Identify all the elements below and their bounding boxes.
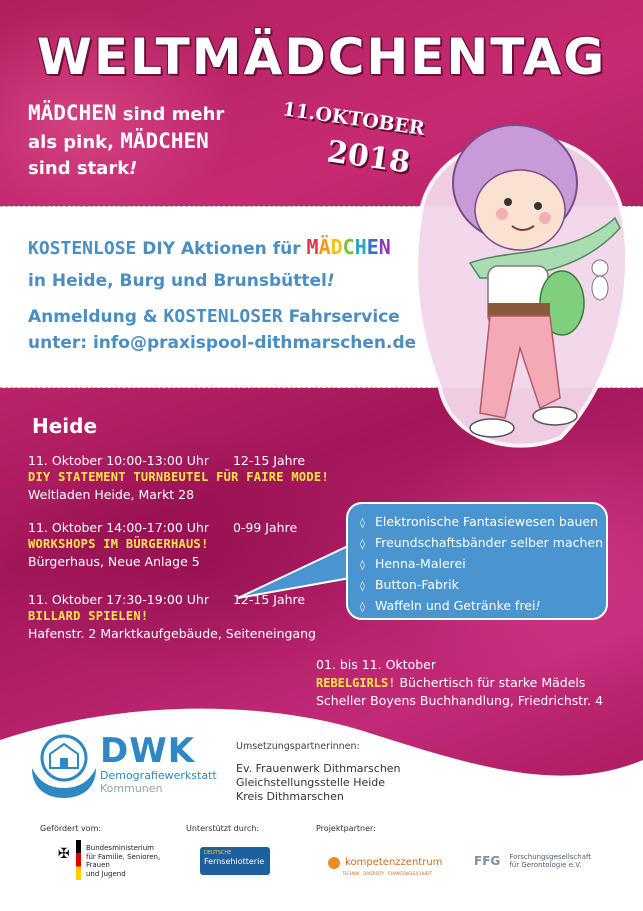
rainbow-word [306, 235, 391, 259]
rainbow-letter: E [366, 235, 379, 259]
speech-bubble-tail [238, 538, 358, 608]
band-text-2: in Heide, Burg und Brunsbüttel [28, 271, 327, 291]
event-date [281, 98, 426, 181]
implementation-partners [236, 740, 401, 804]
partner-item: Ev. Frauenwerk Dithmarschen [236, 762, 401, 775]
band-line-2 [28, 271, 335, 291]
band-line-1 [28, 235, 391, 259]
band-line-3 [28, 306, 400, 327]
band-keyword-free: KOSTENLOSE [28, 238, 137, 259]
dwk-line-1: Demografiewerkstatt [100, 769, 217, 782]
dwk-logo [100, 733, 217, 795]
band-text-1: DIY Aktionen für [136, 239, 307, 259]
activity-item: ◊ Waffeln und Getränke frei! [360, 598, 541, 613]
activity-item: ◊ Button-Fabrik [360, 577, 459, 592]
rebel-place: Scheller Boyens Buchhandlung, Friedrichstr. 4 [316, 693, 604, 708]
slogan-text-1: sind mehr [116, 104, 225, 125]
page-title: WELTMÄDCHENTAG [36, 28, 607, 86]
event-age: 0-99 Jahre [232, 520, 298, 535]
fernsehlotterie-logo: DEUTSCHE Fernsehlotterie [200, 847, 270, 875]
bmfsfj-logo: ✠ Bundesministerium für Familie, Senioren, Frauen und Jugend [56, 840, 176, 880]
diamond-bullet-icon: ◊ [360, 518, 365, 529]
diamond-bullet-icon: ◊ [360, 602, 365, 613]
slogan-highlight-2: MÄDCHEN [120, 129, 209, 153]
event-day: 11.OKTOBER [281, 98, 426, 140]
partner-item: Gleichstellungsstelle Heide [236, 776, 386, 789]
band-keyword-free-2: KOSTENLOSER [163, 306, 283, 327]
band-text-3-pre: Anmeldung & [28, 307, 164, 327]
slogan-exclaim: ! [129, 158, 138, 179]
event-place: Hafenstr. 2 Marktkaufgebäude, Seiteneingang [28, 626, 316, 641]
rainbow-letter: Ä [318, 235, 331, 259]
band-line-4 [28, 333, 416, 353]
slogan-text-2: als pink, [28, 132, 121, 153]
section-heading-heide: Heide [32, 414, 98, 438]
activity-item: ◊ Elektronische Fantasiewesen bauen [360, 514, 599, 529]
diamond-bullet-icon: ◊ [360, 539, 365, 550]
rainbow-letter: M [306, 235, 319, 259]
event-year: 2018 [324, 134, 413, 181]
partner-item: Kreis Dithmarschen [236, 790, 344, 803]
event-date: 11. Oktober 17:30-19:00 Uhr [28, 592, 209, 607]
project-partner-label: Projektpartner: [316, 824, 376, 833]
band-text-3-post: Fahrservice [282, 307, 400, 327]
rebel-desc: Büchertisch für starke Mädels [395, 675, 586, 690]
activities-list [360, 512, 604, 617]
event-name: DIY STATEMENT TURNBEUTEL FÜR FAIRE MODE! [28, 470, 329, 484]
german-flag-icon [76, 840, 81, 880]
funded-label: Gefördert vom: [40, 824, 102, 833]
dwk-line-2: Kommunen [100, 782, 163, 795]
event-name: BILLARD SPIELEN! [28, 609, 149, 623]
event-age: 12-15 Jahre [232, 453, 306, 468]
rainbow-letter: H [354, 235, 367, 259]
rainbow-letter: C [342, 235, 355, 259]
eagle-icon: ✠ [58, 846, 70, 862]
kompetenz-dot-icon [328, 857, 340, 869]
contact-email[interactable]: unter: info@praxispool-dithmarschen.de [28, 333, 417, 353]
diamond-bullet-icon: ◊ [360, 560, 365, 571]
activity-item: ◊ Freundschaftsbänder selber machen [360, 535, 604, 550]
diamond-bullet-icon: ◊ [360, 581, 365, 592]
band-exclaim: ! [326, 271, 335, 291]
activities-bubble [346, 502, 608, 620]
slogan [28, 100, 278, 182]
rainbow-letter: D [330, 235, 343, 259]
rainbow-letter: N [378, 235, 391, 259]
event-date: 11. Oktober 14:00-17:00 Uhr [28, 520, 209, 535]
dwk-logo-icon [28, 728, 100, 800]
dwk-abbr: DWK [100, 731, 196, 771]
ffg-logo: FFG Forschungsgesellschaft für Gerontologie e.V. [474, 852, 592, 869]
rebel-date: 01. bis 11. Oktober [316, 657, 436, 672]
event-1 [28, 452, 329, 503]
event-place: Bürgerhaus, Neue Anlage 5 [28, 554, 200, 569]
event-name: WORKSHOPS IM BÜRGERHAUS! [28, 537, 209, 551]
kompetenzzentrum-logo: kompetenzzentrum TECHNIK · DIVERSITY · CHANCENGLEICHHEIT [328, 852, 442, 876]
slogan-highlight-1: MÄDCHEN [28, 101, 117, 125]
slogan-text-3: sind stark [28, 158, 130, 179]
event-age: 12-15 Jahre [232, 592, 306, 607]
activity-item: ◊ Henna-Malerei [360, 556, 466, 571]
event-date: 11. Oktober 10:00-13:00 Uhr [28, 453, 209, 468]
supported-label: Unterstützt durch: [186, 824, 260, 833]
rebel-name: REBELGIRLS! [316, 676, 396, 690]
girl-illustration [410, 98, 640, 458]
partners-label: Umsetzungspartnerinnen: [236, 741, 360, 752]
event-place: Weltladen Heide, Markt 28 [28, 487, 195, 502]
